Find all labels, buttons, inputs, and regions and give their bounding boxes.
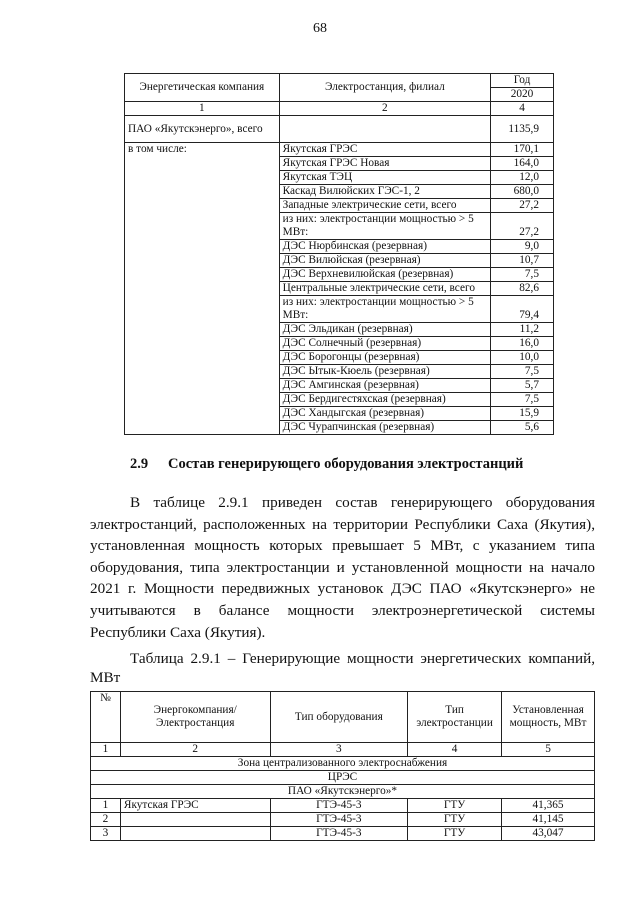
table-row xyxy=(125,337,554,351)
table-row xyxy=(125,254,554,268)
t2-header-power: Установленная мощность, МВт xyxy=(502,692,595,743)
table-row xyxy=(125,157,554,171)
t1-station-cell: ДЭС Нюрбинская (резервная) xyxy=(279,240,490,254)
t1-value-cell: 170,1 xyxy=(491,143,554,157)
t2-station-cell: Якутская ГРЭС xyxy=(120,799,270,813)
t1-company-station-empty xyxy=(279,116,490,143)
table-caption-text: Таблица 2.9.1 – Генерирующие мощности энергетических компаний, МВт xyxy=(90,650,595,686)
t1-station-cell: Якутская ГРЭС Новая xyxy=(279,157,490,171)
table-row xyxy=(125,240,554,254)
t1-company-total: 1135,9 xyxy=(491,116,554,143)
table-row xyxy=(125,199,554,213)
table-row xyxy=(125,171,554,185)
t1-station-cell: Центральные электрические сети, всего xyxy=(279,282,490,296)
t2-region: ЦРЭС xyxy=(91,771,595,785)
t1-station-cell: ДЭС Борогонцы (резервная) xyxy=(279,351,490,365)
t1-company-cell xyxy=(125,296,280,323)
t1-colnum: 1 xyxy=(125,102,280,116)
t1-value-cell: 7,5 xyxy=(491,393,554,407)
t1-company-cell xyxy=(125,157,280,171)
t1-station-cell: из них: электростанции мощностью > 5 МВт: xyxy=(279,213,490,240)
t1-value-cell: 7,5 xyxy=(491,365,554,379)
t2-equipment-cell: ГТЭ-45-3 xyxy=(270,813,408,827)
page-number: 68 xyxy=(313,21,327,36)
t2-type-cell: ГТУ xyxy=(408,813,502,827)
t1-station-cell: ДЭС Бердигестяхская (резервная) xyxy=(279,393,490,407)
t1-station-cell: ДЭС Ытык-Кюель (резервная) xyxy=(279,365,490,379)
t1-company-cell xyxy=(125,185,280,199)
t1-company-cell xyxy=(125,240,280,254)
t1-station-cell: ДЭС Солнечный (резервная) xyxy=(279,337,490,351)
t1-body xyxy=(125,143,554,435)
t1-company-cell xyxy=(125,213,280,240)
t1-company-cell xyxy=(125,407,280,421)
t1-value-cell: 27,2 xyxy=(491,199,554,213)
t1-company-cell xyxy=(125,379,280,393)
t1-header-year-value: 2020 xyxy=(491,88,554,102)
t1-value-cell: 680,0 xyxy=(491,185,554,199)
t1-value-cell: 10,0 xyxy=(491,351,554,365)
table-row xyxy=(91,813,595,827)
t2-equipment-cell: ГТЭ-45-3 xyxy=(270,827,408,841)
t1-station-cell: Западные электрические сети, всего xyxy=(279,199,490,213)
t2-header-equipment: Тип оборудования xyxy=(270,692,408,743)
t1-station-cell: ДЭС Вилюйская (резервная) xyxy=(279,254,490,268)
t2-station-cell xyxy=(120,813,270,827)
t1-colnum: 2 xyxy=(279,102,490,116)
table-row xyxy=(125,421,554,435)
t1-value-cell: 15,9 xyxy=(491,407,554,421)
t1-header-station: Электростанция, филиал xyxy=(279,74,490,102)
table-row xyxy=(125,185,554,199)
t2-power-cell: 43,047 xyxy=(502,827,595,841)
t1-company-cell xyxy=(125,268,280,282)
table-caption xyxy=(90,649,595,687)
table-row xyxy=(125,296,554,323)
t1-value-cell: 12,0 xyxy=(491,171,554,185)
generating-capacity-table xyxy=(90,691,595,841)
t1-station-cell: Каскад Вилюйских ГЭС-1, 2 xyxy=(279,185,490,199)
t2-colnum: 2 xyxy=(120,743,270,757)
table-row xyxy=(125,393,554,407)
t2-header-type: Тип электростанции xyxy=(408,692,502,743)
section-title: Состав генерирующего оборудования электростанций xyxy=(168,456,524,472)
t1-station-cell: ДЭС Верхневилюйская (резервная) xyxy=(279,268,490,282)
t2-colnum: 1 xyxy=(91,743,121,757)
t1-company-cell xyxy=(125,365,280,379)
t2-equipment-cell: ГТЭ-45-3 xyxy=(270,799,408,813)
t1-value-cell: 7,5 xyxy=(491,268,554,282)
body-paragraph xyxy=(90,492,595,643)
t1-company-name: ПАО «Якутскэнерго», всего xyxy=(125,116,280,143)
t1-company-cell xyxy=(125,351,280,365)
t1-value-cell: 164,0 xyxy=(491,157,554,171)
generation-by-station-table xyxy=(124,73,554,435)
table-row xyxy=(125,365,554,379)
t1-company-cell xyxy=(125,282,280,296)
table-row xyxy=(125,407,554,421)
t1-company-cell: в том числе: xyxy=(125,143,280,157)
t1-station-cell: Якутская ГРЭС xyxy=(279,143,490,157)
table-row xyxy=(125,268,554,282)
table-row xyxy=(91,827,595,841)
t1-header-year: Год xyxy=(491,74,554,88)
t2-n-cell: 1 xyxy=(91,799,121,813)
t1-company-cell xyxy=(125,254,280,268)
t2-colnum: 5 xyxy=(502,743,595,757)
table-row xyxy=(125,282,554,296)
t1-value-cell: 27,2 xyxy=(491,213,554,240)
table-row xyxy=(125,351,554,365)
t1-station-cell: Якутская ТЭЦ xyxy=(279,171,490,185)
t1-company-cell xyxy=(125,323,280,337)
t1-value-cell: 9,0 xyxy=(491,240,554,254)
t1-header-company: Энергетическая компания xyxy=(125,74,280,102)
table-row xyxy=(125,379,554,393)
t2-colnum: 4 xyxy=(408,743,502,757)
t2-header-company: Энергокомпания/ Электростанция xyxy=(120,692,270,743)
table-row xyxy=(125,323,554,337)
t2-body xyxy=(91,799,595,841)
t1-value-cell: 10,7 xyxy=(491,254,554,268)
t1-station-cell: ДЭС Хандыгская (резервная) xyxy=(279,407,490,421)
t2-power-cell: 41,145 xyxy=(502,813,595,827)
t1-value-cell: 82,6 xyxy=(491,282,554,296)
t1-company-cell xyxy=(125,393,280,407)
table-row xyxy=(125,143,554,157)
t2-header-num: № xyxy=(91,692,121,743)
t1-value-cell: 11,2 xyxy=(491,323,554,337)
t2-n-cell: 2 xyxy=(91,813,121,827)
t2-power-cell: 41,365 xyxy=(502,799,595,813)
t1-company-cell xyxy=(125,199,280,213)
t2-colnum: 3 xyxy=(270,743,408,757)
t2-company: ПАО «Якутскэнерго»* xyxy=(91,785,595,799)
t2-type-cell: ГТУ xyxy=(408,799,502,813)
section-heading xyxy=(130,456,523,473)
t1-value-cell: 16,0 xyxy=(491,337,554,351)
t1-value-cell: 5,7 xyxy=(491,379,554,393)
t1-colnum: 4 xyxy=(491,102,554,116)
t2-zone: Зона централизованного электроснабжения xyxy=(91,757,595,771)
table-row xyxy=(125,213,554,240)
t1-value-cell: 79,4 xyxy=(491,296,554,323)
t1-value-cell: 5,6 xyxy=(491,421,554,435)
t1-station-cell: ДЭС Эльдикан (резервная) xyxy=(279,323,490,337)
t1-station-cell: из них: электростанции мощностью > 5 МВт: xyxy=(279,296,490,323)
t1-company-cell xyxy=(125,421,280,435)
t1-station-cell: ДЭС Амгинская (резервная) xyxy=(279,379,490,393)
t2-station-cell xyxy=(120,827,270,841)
t2-type-cell: ГТУ xyxy=(408,827,502,841)
t1-company-cell xyxy=(125,337,280,351)
t1-station-cell: ДЭС Чурапчинская (резервная) xyxy=(279,421,490,435)
t2-n-cell: 3 xyxy=(91,827,121,841)
section-number: 2.9 xyxy=(130,456,149,472)
table-row xyxy=(91,799,595,813)
paragraph-text: В таблице 2.9.1 приведен состав генерирующего оборудования электростанций, расположенных на территории Республики Саха (Якутия), установленная мощность которых превышает 5 МВт, с указанием типа оборудования, типа электростанции и установленной мощности на начало 2021 г. Мощности передвижных установок ДЭС ПАО «Якутскэнерго» не учитываются в балансе мощности электроэнергетической системы Республики Саха (Якутия). xyxy=(90,494,595,641)
t1-company-cell xyxy=(125,171,280,185)
